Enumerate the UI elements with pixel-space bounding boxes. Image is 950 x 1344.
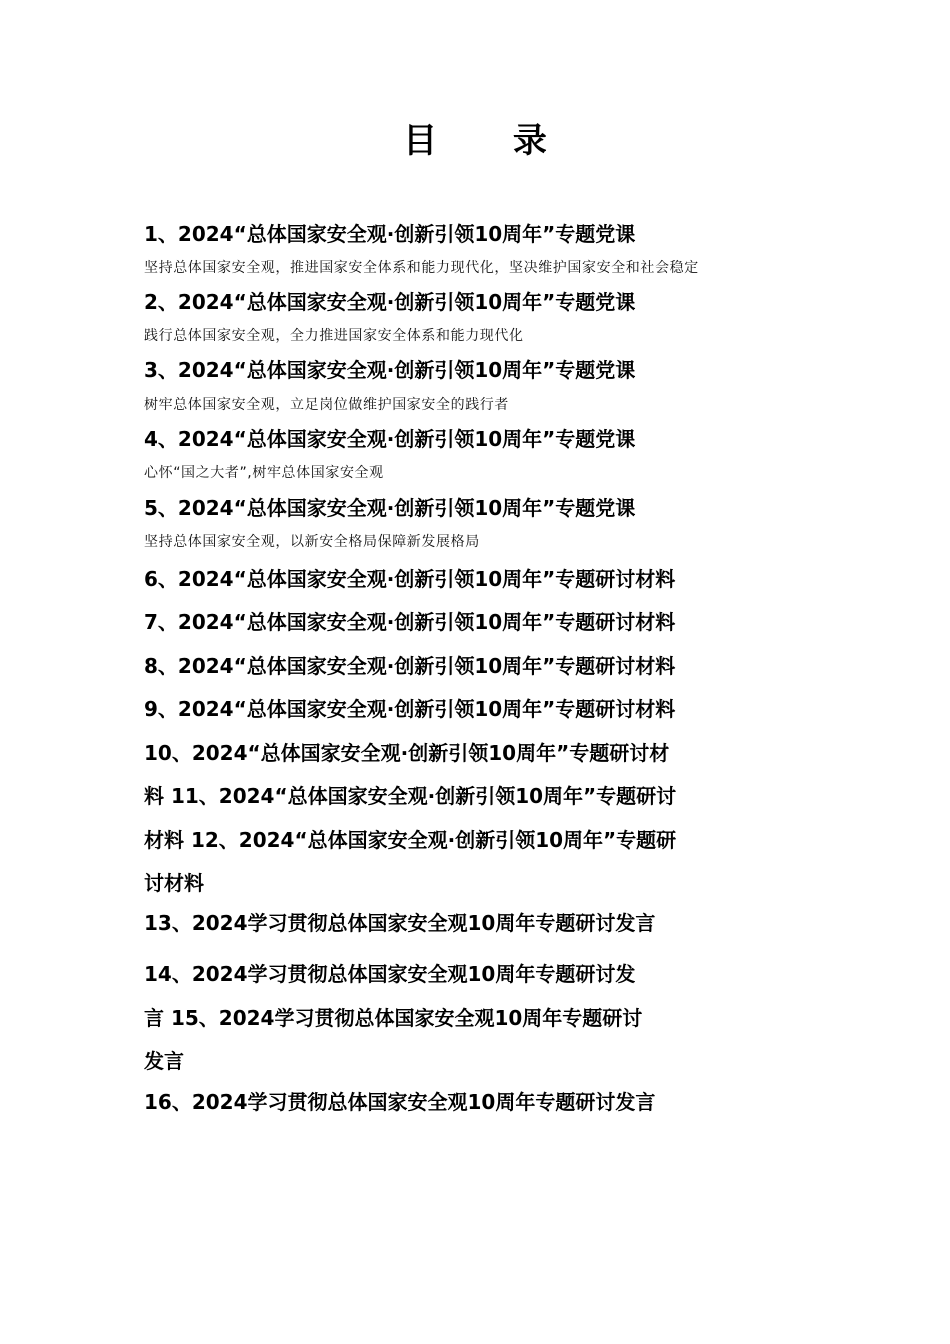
toc-line-12-cont[interactable]: 讨材料: [144, 871, 204, 895]
toc-line-7[interactable]: 7、2024“总体国家安全观·创新引领10周年”专题研讨材料: [144, 610, 676, 634]
toc-line-15-cont[interactable]: 发言: [144, 1049, 184, 1073]
toc-entry-3-subtitle: 树牢总体国家安全观，立足岗位做维护国家安全的践行者: [144, 397, 509, 413]
toc-entry-2-heading[interactable]: 2、2024“总体国家安全观·创新引领10周年”专题党课: [144, 290, 636, 314]
toc-line-15[interactable]: 言 15、2024学习贯彻总体国家安全观10周年专题研讨: [144, 1006, 643, 1030]
page-title: 目 录: [403, 121, 579, 161]
toc-entry-5-heading[interactable]: 5、2024“总体国家安全观·创新引领10周年”专题党课: [144, 496, 636, 520]
toc-entry-1-subtitle: 坚持总体国家安全观，推进国家安全体系和能力现代化，坚决维护国家安全和社会稳定: [144, 260, 699, 276]
toc-line-12[interactable]: 材料 12、2024“总体国家安全观·创新引领10周年”专题研: [144, 828, 677, 852]
toc-line-9[interactable]: 9、2024“总体国家安全观·创新引领10周年”专题研讨材料: [144, 697, 676, 721]
toc-line-6[interactable]: 6、2024“总体国家安全观·创新引领10周年”专题研讨材料: [144, 567, 676, 591]
toc-entry-4-heading[interactable]: 4、2024“总体国家安全观·创新引领10周年”专题党课: [144, 427, 636, 451]
toc-line-13[interactable]: 13、2024学习贯彻总体国家安全观10周年专题研讨发言: [144, 911, 656, 935]
toc-entry-4-subtitle: 心怀“国之大者”,树牢总体国家安全观: [144, 465, 384, 481]
toc-line-14[interactable]: 14、2024学习贯彻总体国家安全观10周年专题研讨发: [144, 962, 636, 986]
toc-entry-1-heading[interactable]: 1、2024“总体国家安全观·创新引领10周年”专题党课: [144, 222, 636, 246]
toc-line-8[interactable]: 8、2024“总体国家安全观·创新引领10周年”专题研讨材料: [144, 654, 676, 678]
toc-entry-3-heading[interactable]: 3、2024“总体国家安全观·创新引领10周年”专题党课: [144, 358, 636, 382]
toc-entry-5-subtitle: 坚持总体国家安全观，以新安全格局保障新发展格局: [144, 534, 480, 550]
toc-line-16[interactable]: 16、2024学习贯彻总体国家安全观10周年专题研讨发言: [144, 1090, 656, 1114]
toc-line-11[interactable]: 料 11、2024“总体国家安全观·创新引领10周年”专题研讨: [144, 784, 677, 808]
toc-entry-2-subtitle: 践行总体国家安全观，全力推进国家安全体系和能力现代化: [144, 328, 524, 344]
toc-line-10[interactable]: 10、2024“总体国家安全观·创新引领10周年”专题研讨材: [144, 741, 670, 765]
